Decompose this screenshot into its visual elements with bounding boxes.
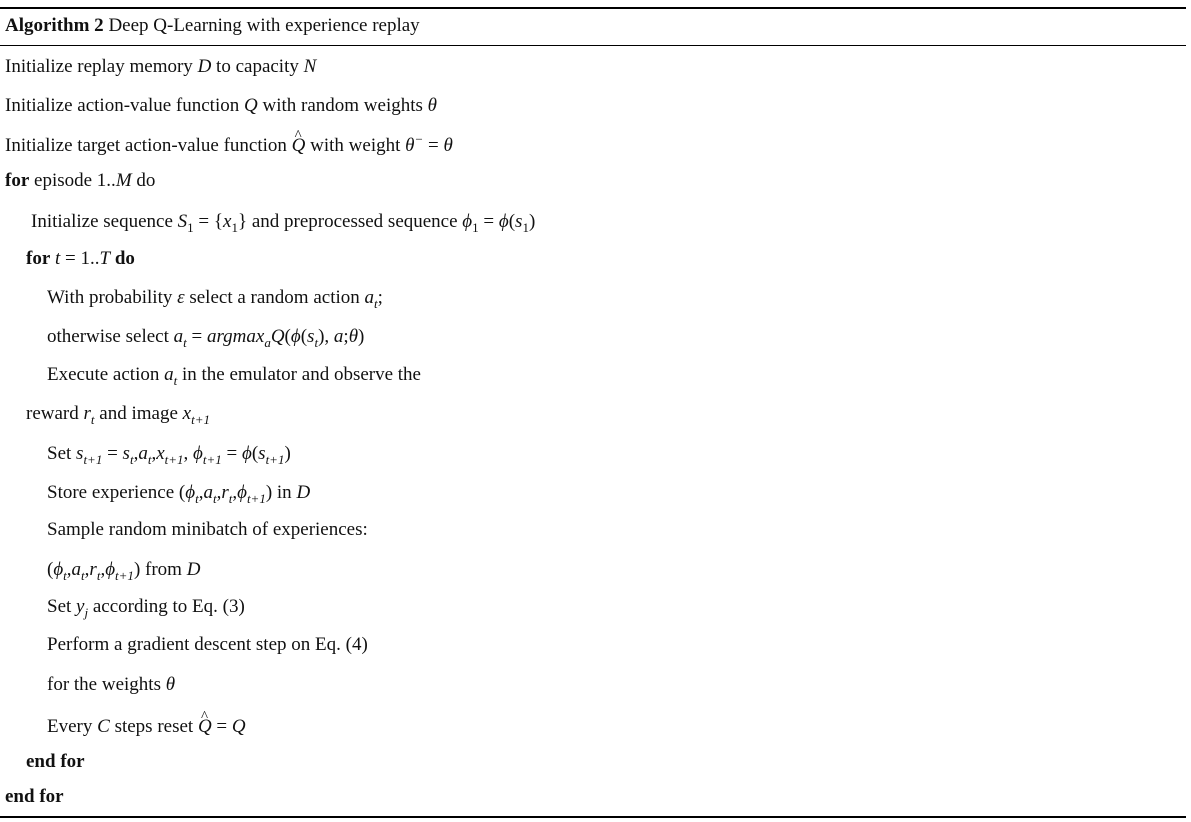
keyword: for	[26, 248, 51, 269]
math-symbol: r	[83, 403, 91, 424]
math-symbol: θ	[405, 135, 415, 156]
line-init-replay-memory	[5, 55, 316, 79]
math-symbol: θ	[348, 326, 359, 347]
keyword: for	[5, 170, 30, 191]
line-text: according to Eq. (3)	[92, 596, 245, 617]
math-symbol: N	[303, 56, 317, 77]
math-operator: ,	[232, 482, 238, 503]
line-init-action-value	[5, 94, 437, 118]
math-symbol: x	[182, 403, 192, 424]
line-otherwise-select	[47, 325, 364, 349]
math-symbol: θ	[427, 95, 437, 116]
line-text: to capacity	[216, 56, 299, 77]
line-text: with random weights	[262, 95, 423, 116]
math-operator: = 1..	[65, 248, 100, 269]
math-symbol: T	[99, 248, 111, 269]
math-subscript: a	[264, 334, 271, 350]
math-subscript: t	[212, 490, 217, 506]
algorithm-label: Algorithm 2	[5, 15, 104, 36]
math-symbol: D	[186, 559, 201, 580]
math-symbol: Q	[231, 716, 246, 737]
math-subscript: 1	[187, 219, 194, 235]
math-operator: ,	[151, 443, 157, 464]
math-symbol: M	[115, 170, 132, 191]
math-subscript: t	[81, 567, 85, 583]
line-init-target-function	[5, 131, 453, 158]
math-subscript: 1	[522, 219, 529, 235]
top-rule	[0, 7, 1186, 9]
math-symbol: a	[71, 559, 82, 580]
math-symbol: D	[296, 482, 311, 503]
math-symbol: r	[89, 559, 97, 580]
line-text: Sample random minibatch of experiences:	[47, 519, 368, 540]
math-symbol: ϕ	[53, 559, 64, 580]
math-operator: (	[508, 211, 516, 232]
line-execute-action	[47, 363, 421, 387]
math-operator: (	[251, 443, 259, 464]
math-symbol: y	[76, 596, 85, 617]
math-symbol: argmax	[206, 326, 265, 347]
line-end-for-inner	[26, 750, 85, 774]
line-text: from	[145, 559, 182, 580]
line-text: With probability	[47, 287, 173, 308]
line-text: Initialize action-value function	[5, 95, 240, 116]
line-for-t	[26, 247, 135, 271]
math-subscript: 1	[231, 219, 238, 235]
math-operator: )	[133, 559, 141, 580]
line-text: in the emulator and observe the	[181, 364, 421, 385]
math-subscript: t	[228, 490, 233, 506]
math-symbol: x	[223, 211, 232, 232]
math-symbol: ε	[177, 287, 185, 308]
math-operator: (	[300, 326, 308, 347]
math-operator: (	[47, 559, 54, 580]
math-subscript: t	[195, 490, 199, 506]
math-operator: (	[284, 326, 291, 347]
bottom-rule	[0, 816, 1186, 818]
math-operator: }	[237, 211, 248, 232]
math-symbol: ϕ	[462, 211, 473, 232]
math-operator: ,	[133, 443, 139, 464]
math-symbol: s	[122, 443, 130, 464]
math-operator: ;	[377, 287, 383, 308]
line-set-yj	[47, 595, 245, 619]
math-symbol: D	[197, 56, 212, 77]
line-text: Execute action	[47, 364, 160, 385]
math-symbol: a	[203, 482, 213, 503]
line-text: in	[276, 482, 292, 503]
keyword: end for	[5, 786, 64, 807]
math-symbol: ϕ	[237, 482, 247, 503]
math-operator: )	[528, 211, 536, 232]
line-text: Every	[47, 716, 93, 737]
line-text: Set	[47, 596, 72, 617]
math-symbol: ^ Q	[292, 134, 306, 158]
math-symbol: s	[76, 443, 84, 464]
line-minibatch-tuple	[47, 558, 200, 582]
line-text: Store experience	[47, 482, 175, 503]
math-subscript: t	[183, 334, 187, 350]
math-symbol: x	[156, 443, 165, 464]
math-subscript: j	[84, 604, 89, 620]
keyword: end for	[26, 751, 85, 772]
line-text: select a random action	[189, 287, 360, 308]
math-subscript: t	[90, 411, 95, 427]
math-symbol: ^ Q	[198, 715, 212, 739]
math-subscript: t	[314, 334, 319, 350]
math-symbol: ϕ	[290, 326, 301, 347]
math-symbol: Q	[270, 326, 285, 347]
math-symbol: a	[173, 326, 184, 347]
line-gradient-step	[47, 633, 368, 657]
math-symbol: ϕ	[241, 443, 252, 464]
line-with-probability	[47, 286, 383, 310]
line-every-c-steps	[47, 715, 246, 739]
math-symbol: Q	[243, 95, 258, 116]
math-symbol: ϕ	[498, 211, 509, 232]
math-subscript: t	[147, 451, 152, 467]
line-text: and preprocessed sequence	[251, 211, 458, 232]
line-sample-minibatch	[47, 518, 368, 542]
math-symbol: ϕ	[185, 482, 196, 503]
math-subscript: t+1	[246, 490, 266, 506]
math-subscript: t	[173, 372, 178, 388]
math-operator: ,	[198, 482, 204, 503]
math-operator: ),	[318, 326, 330, 347]
line-text: Perform a gradient descent step on Eq. (4)	[47, 634, 368, 655]
line-text: Initialize target action-value function	[5, 135, 287, 156]
math-subscript: t+1	[164, 451, 184, 467]
math-operator: ,	[66, 559, 72, 580]
line-for-weights	[47, 673, 175, 697]
math-operator: =	[216, 716, 228, 737]
line-text: Initialize replay memory	[5, 56, 193, 77]
line-text: do	[136, 170, 156, 191]
math-subscript: t	[96, 567, 101, 583]
math-operator: ,	[183, 443, 189, 464]
math-symbol: a	[164, 364, 174, 385]
math-subscript: t+1	[83, 451, 103, 467]
math-symbol: θ	[443, 135, 453, 156]
algorithm-caption	[5, 14, 420, 38]
line-text: and image	[99, 403, 178, 424]
math-symbol: ϕ	[105, 559, 116, 580]
line-text: for the weights	[47, 674, 161, 695]
line-text: Initialize sequence	[31, 211, 173, 232]
math-subscript: t+1	[191, 411, 210, 427]
math-symbol: C	[97, 716, 110, 737]
line-text: with weight	[310, 135, 401, 156]
line-end-for-outer	[5, 785, 64, 809]
math-operator: )	[358, 326, 365, 347]
caption-rule	[0, 45, 1186, 46]
line-set-state	[47, 442, 291, 466]
math-symbol: a	[333, 326, 344, 347]
math-subscript: t	[374, 295, 378, 311]
line-for-episode	[5, 169, 155, 193]
math-symbol: r	[221, 482, 229, 503]
math-symbol: ϕ	[193, 443, 203, 464]
line-text: Set	[47, 443, 72, 464]
math-symbol: a	[138, 443, 148, 464]
math-operator: =	[483, 211, 495, 232]
math-subscript: t+1	[115, 567, 134, 583]
line-text: episode 1..	[34, 170, 116, 191]
math-operator: )	[284, 443, 291, 464]
math-operator: =	[107, 443, 118, 464]
line-text: otherwise select	[47, 326, 169, 347]
line-store-experience	[47, 481, 310, 505]
keyword: do	[114, 248, 135, 269]
line-reward-image	[26, 402, 210, 426]
math-operator: )	[265, 482, 273, 503]
math-subscript: t+1	[202, 451, 222, 467]
math-symbol: a	[364, 287, 375, 308]
math-operator: ,	[100, 559, 106, 580]
math-subscript: t	[63, 567, 67, 583]
line-init-sequence	[31, 210, 535, 234]
math-operator: = {	[198, 211, 223, 232]
math-subscript: t+1	[265, 451, 285, 467]
math-subscript: 1	[472, 219, 479, 235]
math-symbol: S	[177, 211, 188, 232]
math-symbol: s	[307, 326, 315, 347]
line-text: steps reset	[114, 716, 194, 737]
math-symbol: s	[515, 211, 523, 232]
math-symbol: θ	[165, 674, 176, 695]
math-operator: ,	[216, 482, 222, 503]
math-operator: =	[226, 443, 238, 464]
math-operator: =	[428, 135, 439, 156]
line-text: reward	[26, 403, 79, 424]
math-symbol: s	[258, 443, 266, 464]
math-superscript: −	[414, 131, 424, 147]
math-symbol	[405, 131, 424, 156]
algorithm-title: Deep Q-Learning with experience replay	[108, 15, 420, 36]
math-symbol: t	[55, 248, 61, 269]
math-operator: =	[191, 326, 203, 347]
math-subscript: t	[129, 451, 134, 467]
math-operator: ;	[343, 326, 349, 347]
math-operator: (	[178, 482, 186, 503]
math-operator: ,	[84, 559, 90, 580]
